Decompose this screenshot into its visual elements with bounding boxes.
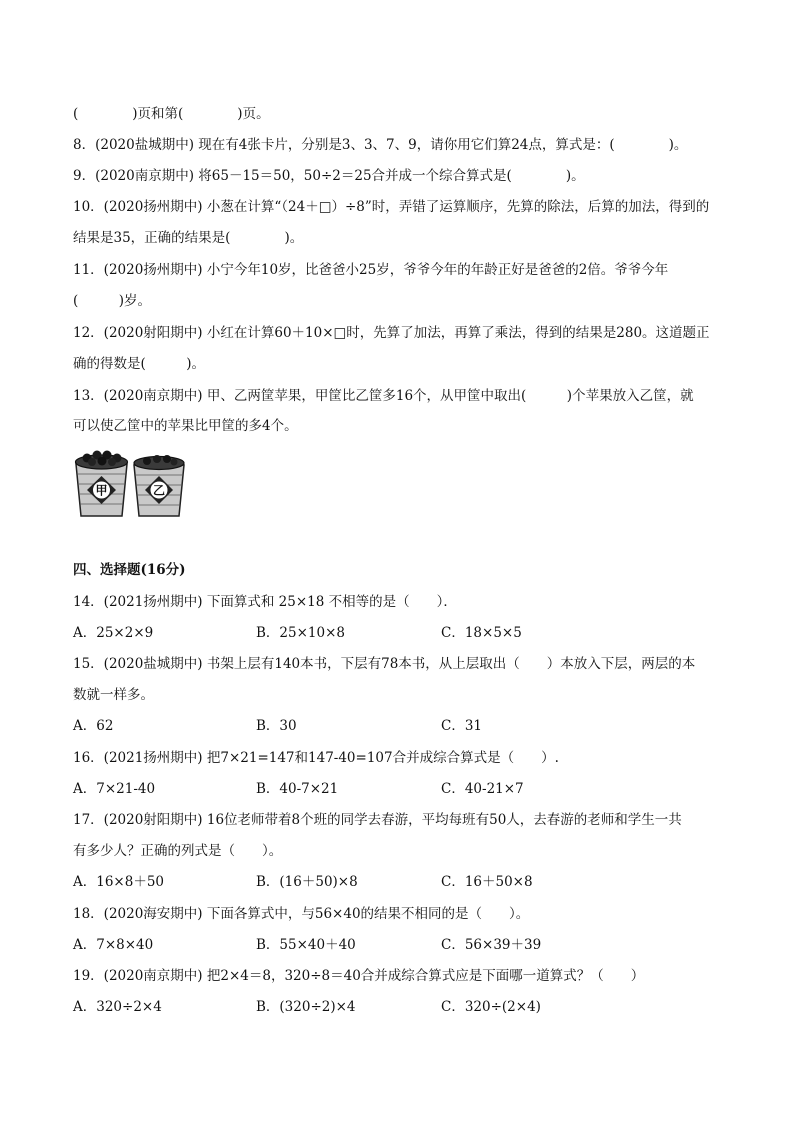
basket-yi: [134, 455, 184, 516]
option-b[interactable]: B．30: [256, 718, 297, 734]
text-line: 有多少人？正确的列式是（ ）。: [73, 843, 283, 859]
option-a[interactable]: A．16×8＋50: [73, 874, 165, 890]
question-16: 16．(2021扬州期中) 把7×21=147和147-40=107合并成综合算式是（ ）.: [73, 750, 559, 766]
question-10: 10．(2020扬州期中) 小葱在计算“（24＋□）÷8”时，弄错了运算顺序，先算的除法，后算的加法，得到的: [73, 199, 710, 215]
question-12: 12．(2020射阳期中) 小红在计算60＋10×□时，先算了加法，再算了乘法，得到的结果是280。这道题正: [73, 325, 710, 341]
option-a[interactable]: A．25×2×9: [73, 625, 154, 641]
option-b[interactable]: B．25×10×8: [256, 625, 345, 641]
options-18: [73, 935, 733, 955]
question-15: 15．(2020盐城期中) 书架上层有140本书，下层有78本书，从上层取出（ ）本放入下层，两层的本: [73, 656, 696, 672]
question-13: 13．(2020南京期中) 甲、乙两筐苹果，甲筐比乙筐多16个，从甲筐中取出( )个苹果放入乙筐，就: [73, 388, 694, 404]
options-16: [73, 779, 733, 799]
options-14: [73, 623, 733, 643]
question-8: 8．(2020盐城期中) 现在有4张卡片，分别是3、3、7、9，请你用它们算24点，算式是：( )。: [73, 137, 688, 153]
basket-label-yi: 乙: [152, 483, 166, 498]
option-a[interactable]: A．7×21-40: [73, 781, 156, 797]
option-c[interactable]: C．16＋50×8: [441, 874, 533, 890]
question-17: 17．(2020射阳期中) 16位老师带着8个班的同学去春游，平均每班有50人，去春游的老师和学生一共: [73, 812, 682, 828]
question-19: 19．(2020南京期中) 把2×4＝8，320÷8＝40合并成综合算式应是下面哪一道算式？（ ）: [73, 968, 645, 984]
option-c[interactable]: C．31: [441, 718, 483, 734]
text-line: ( )页和第( )页。: [73, 106, 270, 122]
question-14: 14．(2021扬州期中) 下面算式和 25×18 不相等的是（ ）．: [73, 594, 457, 610]
question-18: 18．(2020海安期中) 下面各算式中，与56×40的结果不相同的是（ ）。: [73, 906, 530, 922]
option-c[interactable]: C．56×39＋39: [441, 937, 542, 953]
text-line: 确的得数是( )。: [73, 356, 206, 372]
option-c[interactable]: C．320÷(2×4): [441, 999, 541, 1015]
option-b[interactable]: B．(16＋50)×8: [256, 874, 358, 890]
option-c[interactable]: C．18×5×5: [441, 625, 522, 641]
options-19: [73, 997, 733, 1017]
option-c[interactable]: C．40-21×7: [441, 781, 524, 797]
options-15: [73, 716, 733, 736]
basket-label-jia: 甲: [95, 483, 108, 498]
text-line: 可以使乙筐中的苹果比甲筐的多4个。: [73, 418, 298, 434]
question-9: 9．(2020南京期中) 将65－15＝50，50÷2＝25合并成一个综合算式是( )。: [73, 168, 585, 184]
text-line: 结果是35，正确的结果是( )。: [73, 230, 304, 246]
option-a[interactable]: A．320÷2×4: [73, 999, 162, 1015]
basket-jia: [76, 451, 128, 517]
text-line: ( )岁。: [73, 293, 152, 309]
option-a[interactable]: A．62: [73, 718, 114, 734]
option-b[interactable]: B．40-7×21: [256, 781, 339, 797]
apple-baskets-illustration: [73, 450, 188, 520]
option-a[interactable]: A．7×8×40: [73, 937, 154, 953]
text-line: 数就一样多。: [73, 687, 154, 703]
option-b[interactable]: B．55×40＋40: [256, 937, 356, 953]
section-title: 四、选择题(16分): [73, 562, 186, 578]
options-17: [73, 872, 733, 892]
question-11: 11．(2020扬州期中) 小宁今年10岁，比爸爸小25岁，爷爷今年的年龄正好是爸爸的2倍。爷爷今年: [73, 262, 669, 278]
option-b[interactable]: B．(320÷2)×4: [256, 999, 356, 1015]
